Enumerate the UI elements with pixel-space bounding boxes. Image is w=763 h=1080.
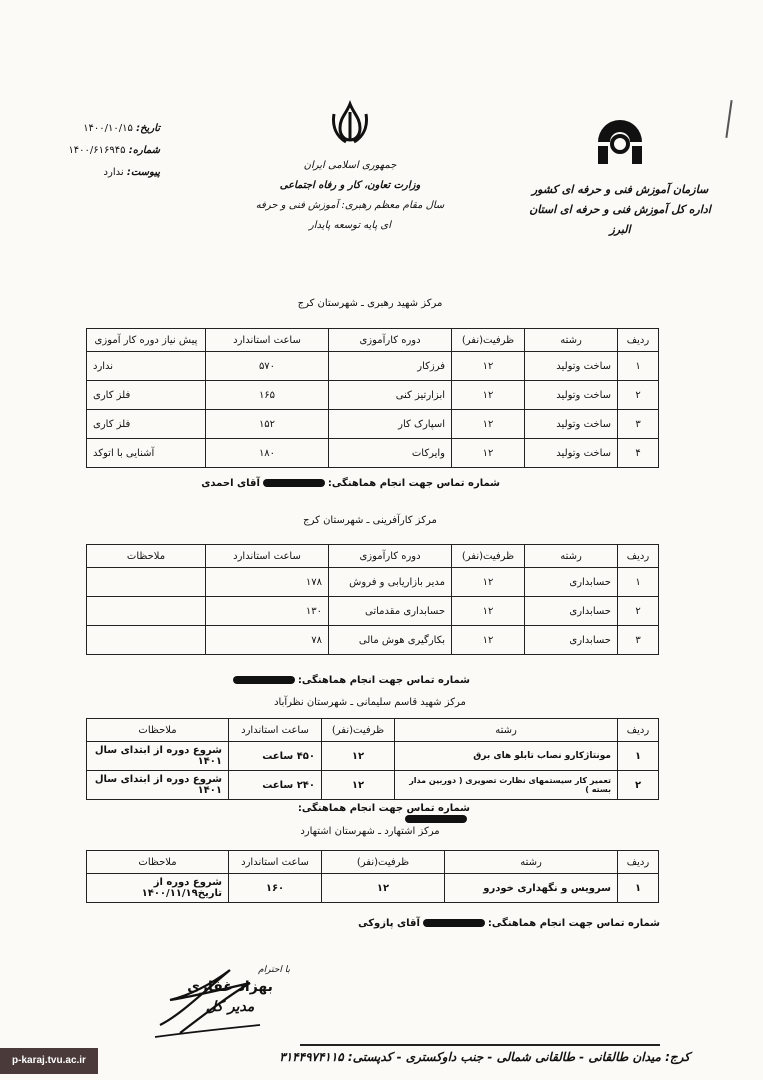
table-header-row <box>87 329 659 352</box>
year-slogan-line: سال مقام معظم رهبری: آموزش فنی و حرفه ای پایه توسعه پایدار <box>255 200 445 231</box>
letter-meta <box>40 118 160 184</box>
section-title: مرکز کارآفرینی ـ شهرستان کرج <box>303 515 437 526</box>
table-row: ۱ سرویس و نگهداری خودرو ۱۲ ۱۶۰ شروع دوره از تاریخ۱۴۰۰/۱۱/۱۹ <box>87 874 659 903</box>
table-row: ۳ ساخت وتولید ۱۲ اسپارک کار ۱۵۲ فلز کاری <box>87 410 659 439</box>
table-row: ۱ حسابداری ۱۲ مدیر بازاریابی و فروش ۱۷۸ <box>87 568 659 597</box>
date-value: ۱۴۰۰/۱۰/۱۵ <box>83 123 133 134</box>
column-header: دوره کارآموزی <box>329 329 452 352</box>
courses-table <box>86 850 659 903</box>
column-header: ساعت استاندارد <box>229 719 322 742</box>
table-row: ۲ تعمیر کار سیستمهای نظارت تصویری ( دوربین مدار بسته ) ۱۲ ۲۴۰ ساعت شروع دوره از ابتدای سال ۱۴۰۱ <box>87 771 659 800</box>
table-row: ۱ مونتاژکارو نصاب تابلو های برق ۱۲ ۴۵۰ ساعت شروع دوره از ابتدای سال ۱۴۰۱ <box>87 742 659 771</box>
contact-line: شماره تماس جهت انجام هماهنگی:آقای پازوکی <box>358 918 660 929</box>
column-header: رشته <box>525 545 618 568</box>
column-header: ردیف <box>618 851 659 874</box>
footer-divider <box>300 1044 660 1046</box>
column-header: ظرفیت(نفر) <box>322 719 395 742</box>
org-province-line: اداره کل آموزش فنی و حرفه ای استان البرز <box>529 203 711 236</box>
org-name-line: سازمان آموزش فنی و حرفه ای کشور <box>531 183 709 196</box>
column-header: ساعت استاندارد <box>206 329 329 352</box>
column-header: ملاحظات <box>87 719 229 742</box>
section-title: مرکز شهید رهبری ـ شهرستان کرج <box>297 298 443 309</box>
signer-name: بهزاد غفاری <box>187 979 273 995</box>
table-row: ۳ حسابداری ۱۲ بکارگیری هوش مالی ۷۸ <box>87 626 659 655</box>
column-header: رشته <box>395 719 618 742</box>
redacted-phone <box>423 919 485 927</box>
redacted-phone <box>263 479 325 487</box>
column-header: ردیف <box>618 719 659 742</box>
column-header: ملاحظات <box>87 851 229 874</box>
column-header: پیش نیاز دوره کار آموزی <box>87 329 206 352</box>
column-header: ساعت استاندارد <box>229 851 322 874</box>
redacted-phone <box>233 676 295 684</box>
column-header: ردیف <box>618 329 659 352</box>
table-row: ۲ ساخت وتولید ۱۲ ابزارتیز کنی ۱۶۵ فلز کاری <box>87 381 659 410</box>
country-line: جمهوری اسلامی ایران <box>303 160 397 171</box>
salutation: با احترام <box>258 965 290 975</box>
table-header-row <box>87 719 659 742</box>
table-header-row <box>87 545 659 568</box>
footer-address: کرج: میدان طالقانی - طالقانی شمالی - جنب داوکستری - کدپستی: ۳۱۴۴۹۷۴۱۱۵ <box>279 1050 690 1064</box>
table-row: ۴ ساخت وتولید ۱۲ وایرکات ۱۸۰ آشنایی با اتوکد <box>87 439 659 468</box>
contact-line: شماره تماس جهت انجام هماهنگی:آقای احمدی <box>201 478 500 489</box>
attachment-row: پیوست: ندارد <box>103 167 160 178</box>
courses-table <box>86 718 659 800</box>
contact-line: شماره تماس جهت انجام هماهنگی: <box>230 803 470 825</box>
section-title: مرکز شهید قاسم سلیمانی ـ شهرستان نظرآباد <box>274 697 466 708</box>
courses-table <box>86 328 659 468</box>
government-header <box>255 100 445 236</box>
number-value: ۱۴۰۰/۶۱۶۹۴۵ <box>68 145 126 156</box>
attachment-value: ندارد <box>103 167 124 178</box>
ministry-line: وزارت تعاون، کار و رفاه اجتماعی <box>279 180 421 191</box>
column-header: رشته <box>445 851 618 874</box>
column-header: ردیف <box>618 545 659 568</box>
redacted-phone <box>405 815 467 823</box>
contact-line: شماره تماس جهت انجام هماهنگی: <box>220 675 470 686</box>
organization-header <box>520 112 720 240</box>
tvto-logo-icon <box>590 112 650 172</box>
column-header: دوره کارآموزی <box>329 545 452 568</box>
section-title: مرکز اشتهارد ـ شهرستان اشتهارد <box>300 826 440 837</box>
column-header: رشته <box>525 329 618 352</box>
column-header: ظرفیت(نفر) <box>322 851 445 874</box>
table-row: ۱ ساخت وتولید ۱۲ فرزکار ۵۷۰ ندارد <box>87 352 659 381</box>
column-header: ملاحظات <box>87 545 206 568</box>
column-header: ظرفیت(نفر) <box>452 545 525 568</box>
pen-mark <box>725 100 732 138</box>
number-row: شماره: ۱۴۰۰/۶۱۶۹۴۵ <box>68 145 160 156</box>
signature-block <box>170 965 290 1015</box>
table-row: ۲ حسابداری ۱۲ حسابداری مقدماتی ۱۳۰ <box>87 597 659 626</box>
site-watermark: p-karaj.tvu.ac.ir <box>0 1048 98 1074</box>
date-row: تاریخ: ۱۴۰۰/۱۰/۱۵ <box>83 123 160 134</box>
iran-emblem-icon <box>328 100 372 144</box>
table-header-row <box>87 851 659 874</box>
column-header: ساعت استاندارد <box>206 545 329 568</box>
column-header: ظرفیت(نفر) <box>452 329 525 352</box>
courses-table <box>86 544 659 655</box>
signer-title: مدیر کل <box>205 999 255 1015</box>
